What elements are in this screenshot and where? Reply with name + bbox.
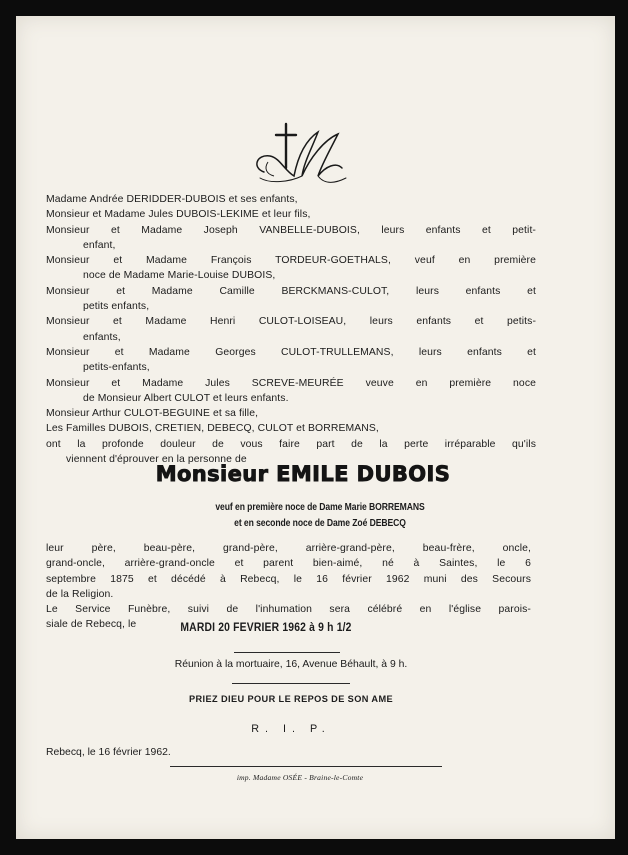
- prayer-request: PRIEZ DIEU POUR LE REPOS DE SON AME: [188, 694, 394, 704]
- mourner-line: de Monsieur Albert CULOT et leurs enfants.: [83, 392, 289, 404]
- announcement-line: septembre 1875 et décédé à Rebecq, le 16 février 1962 muni des Secours: [46, 573, 531, 585]
- mourner-line: ont la profonde douleur de vous faire part de la perte irréparable qu'ils: [46, 438, 536, 450]
- mourner-line: Monsieur et Madame Camille BERCKMANS-CULOT, leurs enfants et: [46, 285, 536, 297]
- mourner-line: viennent d'éprouver en la personne de: [66, 454, 247, 466]
- mourner-line: Madame Andrée DERIDDER-DUBOIS et ses enfants,: [46, 194, 298, 205]
- mourner-line: petits enfants,: [83, 301, 150, 313]
- announcement-line: grand-oncle, arrière-grand-oncle et parent bien-aimé, né à Saintes, le 6: [46, 558, 531, 570]
- mourner-line: noce de Madame Marie-Louise DUBOIS,: [83, 270, 276, 282]
- mourner-line: Monsieur et Madame Jules SCREVE-MEURÉE veuve en première noce: [46, 377, 536, 389]
- mourner-line: Les Familles DUBOIS, CRETIEN, DEBECQ, CULOT et BORREMANS,: [46, 423, 379, 435]
- mourners-list: [46, 192, 536, 467]
- mourner-line: petits-enfants,: [83, 362, 150, 374]
- reunion-note: Réunion à la mortuaire, 16, Avenue Béhault, à 9 h.: [174, 659, 408, 670]
- mourner-line: enfants,: [83, 331, 121, 343]
- place-date: Rebecq, le 16 février 1962.: [46, 747, 171, 758]
- mourner-line: Monsieur et Madame François TORDEUR-GOETHALS, veuf en première: [46, 255, 536, 267]
- announcement-line: siale de Rebecq, le: [46, 619, 137, 631]
- announcement-text: [46, 541, 531, 633]
- widower-line-first: veuf en première noce de Dame Marie BORREMANS: [215, 502, 425, 513]
- divider: [232, 683, 350, 684]
- divider: [170, 766, 442, 767]
- announcement-line: Le Service Funèbre, suivi de l'inhumation sera célébré en l'église parois-: [46, 604, 531, 616]
- deceased-name: Monsieur EMILE DUBOIS: [155, 462, 451, 486]
- cross-monogram-icon: [246, 118, 356, 200]
- divider: [234, 652, 340, 653]
- mourner-line: Monsieur et Madame Jules DUBOIS-LEKIME et leur fils,: [46, 209, 311, 221]
- announcement-line: leur père, beau-père, grand-père, arrière-grand-père, beau-frère, oncle,: [46, 543, 531, 554]
- printer-imprint: imp. Madame OSÉE - Braine-le-Comte: [236, 773, 364, 782]
- widower-note: [100, 500, 540, 531]
- widower-line-second: et en seconde noce de Dame Zoé DEBECQ: [234, 517, 406, 529]
- mourner-line: Monsieur et Madame Joseph VANBELLE-DUBOIS, leurs enfants et petit-: [46, 224, 536, 236]
- mourner-line: Monsieur Arthur CULOT-BEGUINE et sa fille,: [46, 408, 259, 420]
- mourner-line: Monsieur et Madame Georges CULOT-TRULLEMANS, leurs enfants et: [46, 346, 536, 358]
- mourner-line: Monsieur et Madame Henri CULOT-LOISEAU, leurs enfants et petits-: [46, 316, 536, 328]
- rip-text: R. I. P.: [251, 723, 331, 735]
- mourner-line: enfant,: [83, 239, 116, 251]
- service-date: MARDI 20 FEVRIER 1962 à 9 h 1/2: [180, 622, 352, 634]
- announcement-line: de la Religion.: [46, 588, 114, 600]
